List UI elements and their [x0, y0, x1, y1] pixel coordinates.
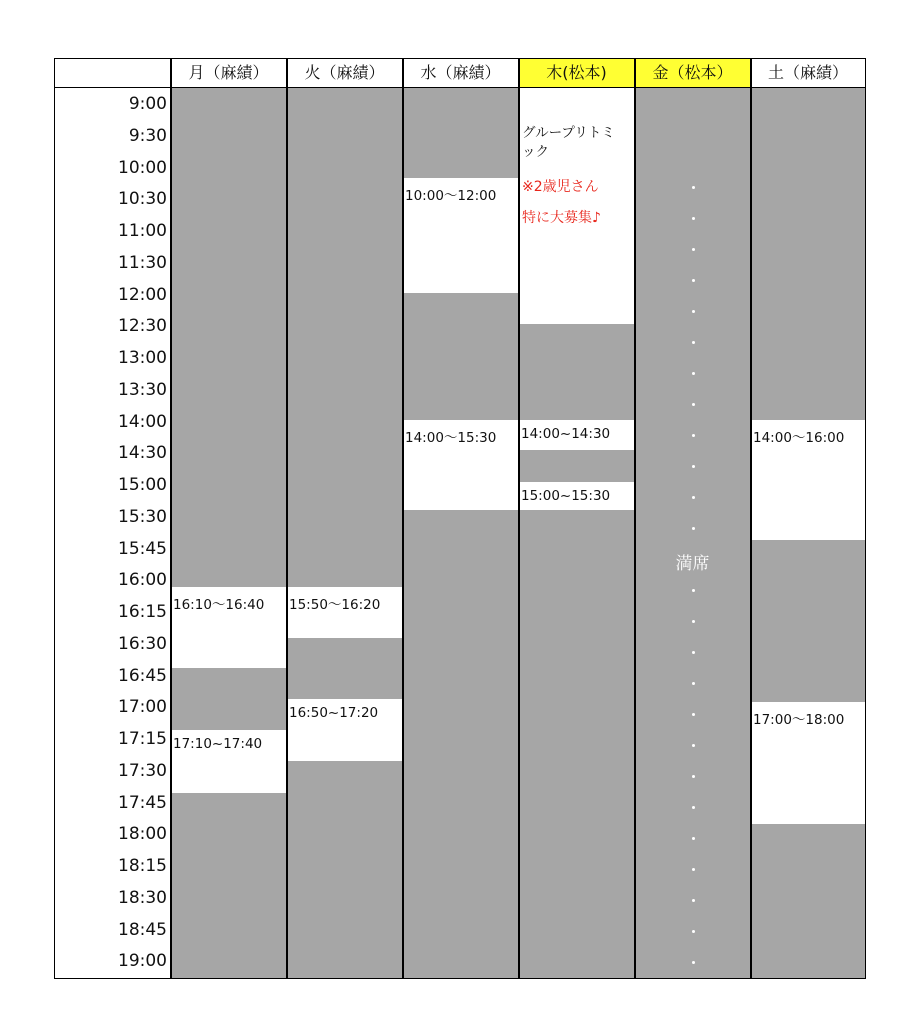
slot-sat-1400: 14:00〜16:00 — [751, 420, 866, 540]
time-label: 13:30 — [118, 379, 167, 400]
time-label: 14:00 — [118, 411, 167, 432]
thu-highlight-line-1: ※2歳児さん — [522, 179, 599, 195]
time-label: 17:15 — [118, 729, 167, 749]
slot-mon-1710: 17:10~17:40 — [171, 730, 286, 793]
time-label: 11:30 — [118, 252, 167, 273]
time-label: 17:00 — [118, 697, 167, 718]
slot-tue-1550: 15:50〜16:20 — [287, 587, 402, 638]
time-label: 15:30 — [118, 506, 167, 527]
time-label: 15:00 — [118, 475, 167, 495]
time-label: 17:45 — [118, 792, 167, 813]
time-label: 17:30 — [118, 760, 167, 781]
time-label: 19:00 — [118, 951, 167, 972]
time-label: 18:30 — [118, 887, 167, 908]
time-label: 13:00 — [118, 348, 167, 368]
day-header-tue: 火（麻績） — [287, 58, 403, 88]
table-frame — [54, 58, 866, 979]
time-label: 18:00 — [118, 824, 167, 845]
time-label: 12:30 — [118, 316, 167, 337]
time-label: 16:30 — [118, 633, 167, 654]
slot-wed-1000: 10:00〜12:00 — [403, 178, 518, 293]
time-label: 16:15 — [118, 602, 167, 622]
time-label: 15:45 — [118, 538, 167, 559]
time-label: 14:30 — [118, 443, 167, 464]
day-header-fri: 金（松本） — [635, 58, 751, 88]
time-label: 10:00 — [118, 157, 167, 178]
time-label: 18:15 — [118, 856, 167, 876]
time-label: 9:00 — [128, 94, 167, 114]
time-label: 9:30 — [128, 125, 167, 146]
slot-sat-1700: 17:00〜18:00 — [751, 702, 866, 824]
day-header-wed: 水（麻績） — [403, 58, 519, 88]
time-label: 16:00 — [118, 570, 167, 591]
day-header-mon: 月（麻績） — [171, 58, 287, 88]
slot-thu-1400: 14:00~14:30 — [519, 420, 634, 450]
time-label: 11:00 — [118, 221, 167, 241]
day-header-thu: 木(松本) — [519, 58, 635, 88]
time-label: 16:45 — [118, 665, 167, 686]
friday-full-label: 満席 — [675, 554, 710, 574]
thu-highlight-line-2: 特に大募集♪ — [522, 210, 601, 226]
thu-group-lesson-note: グループリトミック — [522, 125, 615, 160]
slot-tue-1650: 16:50~17:20 — [287, 699, 402, 761]
time-label: 18:45 — [118, 919, 167, 940]
day-header-sat: 土（麻績） — [751, 58, 866, 88]
slot-thu-1500: 15:00~15:30 — [519, 482, 634, 510]
slot-wed-1400: 14:00〜15:30 — [403, 420, 518, 510]
lesson-schedule-table — [54, 58, 866, 979]
slot-mon-1610: 16:10〜16:40 — [171, 587, 286, 668]
time-label: 12:00 — [118, 284, 167, 305]
time-label: 10:30 — [118, 189, 167, 210]
